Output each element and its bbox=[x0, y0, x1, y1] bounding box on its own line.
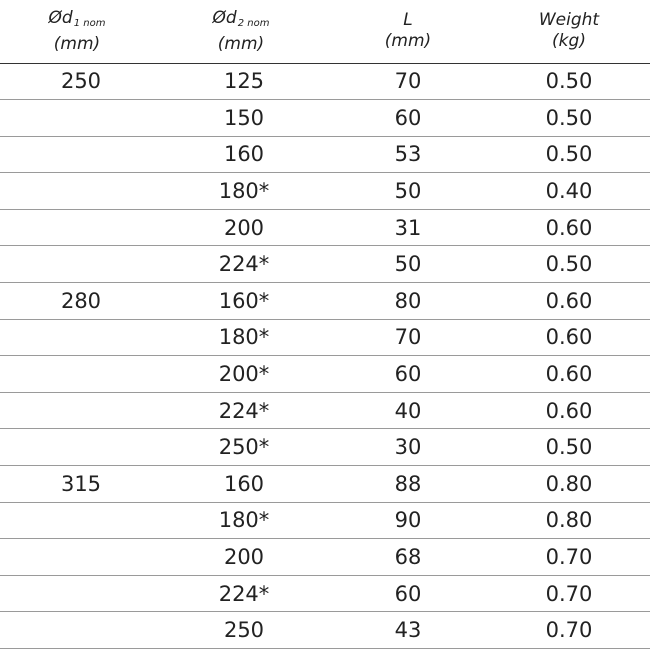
header-d1-symbol: Ød bbox=[48, 7, 73, 28]
table-row bbox=[0, 466, 650, 503]
cell-d2: 250* bbox=[164, 429, 328, 466]
cell-d1: 315 bbox=[0, 466, 164, 503]
cell-d2: 150 bbox=[164, 100, 328, 137]
cell-d2: 160 bbox=[164, 136, 328, 173]
cell-weight: 0.50 bbox=[488, 63, 650, 100]
cell-weight: 0.60 bbox=[488, 356, 650, 393]
table-row bbox=[0, 246, 650, 283]
cell-d2: 125 bbox=[164, 63, 328, 100]
cell-d1 bbox=[0, 100, 164, 137]
table-row bbox=[0, 283, 650, 320]
cell-d2: 224* bbox=[164, 246, 328, 283]
table-row bbox=[0, 209, 650, 246]
header-d2-symbol: Ød bbox=[212, 7, 237, 28]
cell-length: 50 bbox=[328, 246, 488, 283]
header-d1-nom bbox=[0, 0, 164, 63]
table-row bbox=[0, 612, 650, 649]
cell-d2: 160 bbox=[164, 466, 328, 503]
header-weight-label: Weight bbox=[538, 10, 600, 31]
cell-length: 31 bbox=[328, 209, 488, 246]
cell-weight: 0.70 bbox=[488, 539, 650, 576]
header-d2-nom bbox=[164, 0, 328, 63]
cell-length: 70 bbox=[328, 63, 488, 100]
cell-d2: 200* bbox=[164, 356, 328, 393]
cell-length: 60 bbox=[328, 575, 488, 612]
cell-length: 68 bbox=[328, 539, 488, 576]
cell-length: 80 bbox=[328, 283, 488, 320]
cell-d1 bbox=[0, 429, 164, 466]
header-row bbox=[0, 0, 650, 63]
cell-length: 50 bbox=[328, 173, 488, 210]
cell-d2: 200 bbox=[164, 209, 328, 246]
cell-weight: 0.50 bbox=[488, 429, 650, 466]
table-row bbox=[0, 173, 650, 210]
table-row bbox=[0, 539, 650, 576]
table-row bbox=[0, 575, 650, 612]
cell-length: 70 bbox=[328, 319, 488, 356]
cell-length: 40 bbox=[328, 392, 488, 429]
cell-d2: 250 bbox=[164, 612, 328, 649]
cell-weight: 0.60 bbox=[488, 209, 650, 246]
cell-d2: 200 bbox=[164, 539, 328, 576]
cell-d1 bbox=[0, 612, 164, 649]
cell-d1 bbox=[0, 209, 164, 246]
cell-d2: 160* bbox=[164, 283, 328, 320]
cell-weight: 0.60 bbox=[488, 319, 650, 356]
cell-length: 60 bbox=[328, 100, 488, 137]
cell-length: 88 bbox=[328, 466, 488, 503]
cell-weight: 0.80 bbox=[488, 466, 650, 503]
cell-weight: 0.50 bbox=[488, 136, 650, 173]
cell-length: 53 bbox=[328, 136, 488, 173]
table-row bbox=[0, 356, 650, 393]
cell-d1 bbox=[0, 319, 164, 356]
table-row bbox=[0, 100, 650, 137]
cell-d2: 180* bbox=[164, 319, 328, 356]
cell-d2: 224* bbox=[164, 392, 328, 429]
table-header bbox=[0, 0, 650, 63]
cell-length: 43 bbox=[328, 612, 488, 649]
cell-d2: 180* bbox=[164, 502, 328, 539]
table-row bbox=[0, 392, 650, 429]
table-row bbox=[0, 63, 650, 100]
cell-d1 bbox=[0, 246, 164, 283]
table-row bbox=[0, 136, 650, 173]
cell-length: 30 bbox=[328, 429, 488, 466]
cell-length: 60 bbox=[328, 356, 488, 393]
cell-d1 bbox=[0, 392, 164, 429]
cell-d1 bbox=[0, 356, 164, 393]
cell-d1 bbox=[0, 502, 164, 539]
header-weight-unit: (kg) bbox=[552, 31, 586, 52]
table-row bbox=[0, 502, 650, 539]
cell-length: 90 bbox=[328, 502, 488, 539]
header-d1-unit: (mm) bbox=[53, 33, 101, 54]
header-weight bbox=[488, 0, 650, 63]
header-d2-subscript: 2 nom bbox=[237, 17, 270, 29]
header-length-symbol: L bbox=[403, 10, 413, 31]
header-length bbox=[328, 0, 488, 63]
cell-d1 bbox=[0, 173, 164, 210]
cell-d1: 280 bbox=[0, 283, 164, 320]
cell-weight: 0.70 bbox=[488, 612, 650, 649]
cell-weight: 0.40 bbox=[488, 173, 650, 210]
cell-d1 bbox=[0, 136, 164, 173]
cell-weight: 0.80 bbox=[488, 502, 650, 539]
cell-weight: 0.60 bbox=[488, 392, 650, 429]
header-d2-unit: (mm) bbox=[217, 33, 265, 54]
cell-weight: 0.50 bbox=[488, 246, 650, 283]
cell-d2: 180* bbox=[164, 173, 328, 210]
cell-weight: 0.60 bbox=[488, 283, 650, 320]
table-body bbox=[0, 63, 650, 649]
cell-weight: 0.50 bbox=[488, 100, 650, 137]
cell-d1 bbox=[0, 575, 164, 612]
cell-d2: 224* bbox=[164, 575, 328, 612]
cell-d1: 250 bbox=[0, 63, 164, 100]
header-d1-subscript: 1 nom bbox=[73, 17, 106, 29]
table-row bbox=[0, 319, 650, 356]
cell-weight: 0.70 bbox=[488, 575, 650, 612]
cell-d1 bbox=[0, 539, 164, 576]
header-length-unit: (mm) bbox=[384, 31, 432, 52]
table-row bbox=[0, 429, 650, 466]
